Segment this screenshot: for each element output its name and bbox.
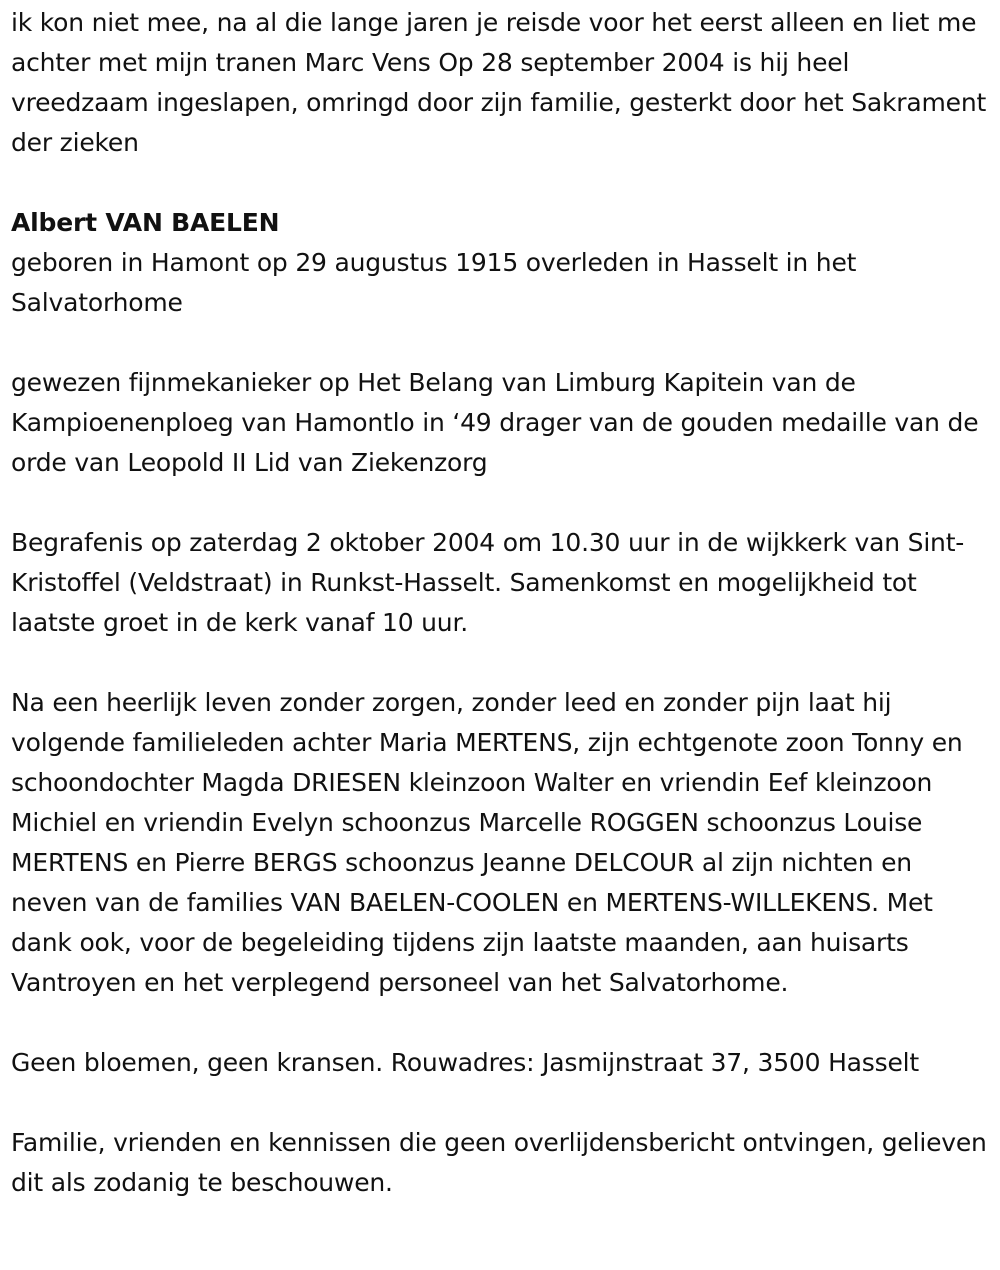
intro-paragraph: ik kon niet mee, na al die lange jaren je reisde voor het eerst alleen en liet me achter met mijn tranen Marc Vens Op 28 september 2004 is hij heel vreedzaam ingeslapen, omringd door zijn familie, gesterkt door het Sakrament der zieken <box>11 8 987 157</box>
spacer <box>11 1003 991 1043</box>
funeral-paragraph: Begrafenis op zaterdag 2 oktober 2004 om 10.30 uur in de wijkkerk van Sint-Kristoffel (Veldstraat) in Runkst-Hasselt. Samenkomst en mogelijkheid tot laatste groet in de kerk vanaf 10 uur. <box>11 528 965 637</box>
spacer <box>11 643 991 683</box>
birth-death-paragraph: geboren in Hamont op 29 augustus 1915 overleden in Hasselt in het Salvatorhome <box>11 248 857 317</box>
career-paragraph: gewezen fijnmekanieker op Het Belang van Limburg Kapitein van de Kampioenenploeg van Hamontlo in ‘49 drager van de gouden medaille van de orde van Leopold II Lid van Ziekenzorg <box>11 368 979 477</box>
deceased-name-heading: Albert VAN BAELEN <box>11 208 280 237</box>
obituary-document <box>11 3 991 1203</box>
spacer <box>11 483 991 523</box>
spacer <box>11 1083 991 1123</box>
spacer <box>11 163 991 203</box>
family-paragraph: Na een heerlijk leven zonder zorgen, zonder leed en zonder pijn laat hij volgende familieleden achter Maria MERTENS, zijn echtgenote zoon Tonny en schoondochter Magda DRIESEN kleinzoon Walter en vriendin Eef kleinzoon Michiel en vriendin Evelyn schoonzus Marcelle ROGGEN schoonzus Louise MERTENS en Pierre BERGS schoonzus Jeanne DELCOUR al zijn nichten en neven van de families VAN BAELEN-COOLEN en MERTENS-WILLEKENS. Met dank ook, voor de begeleiding tijdens zijn laatste maanden, aan huisarts Vantroyen en het verplegend personeel van het Salvatorhome. <box>11 688 963 997</box>
address-paragraph: Geen bloemen, geen kransen. Rouwadres: Jasmijnstraat 37, 3500 Hasselt <box>11 1048 919 1077</box>
closing-paragraph: Familie, vrienden en kennissen die geen overlijdensbericht ontvingen, gelieven dit als zodanig te beschouwen. <box>11 1128 987 1197</box>
spacer <box>11 323 991 363</box>
